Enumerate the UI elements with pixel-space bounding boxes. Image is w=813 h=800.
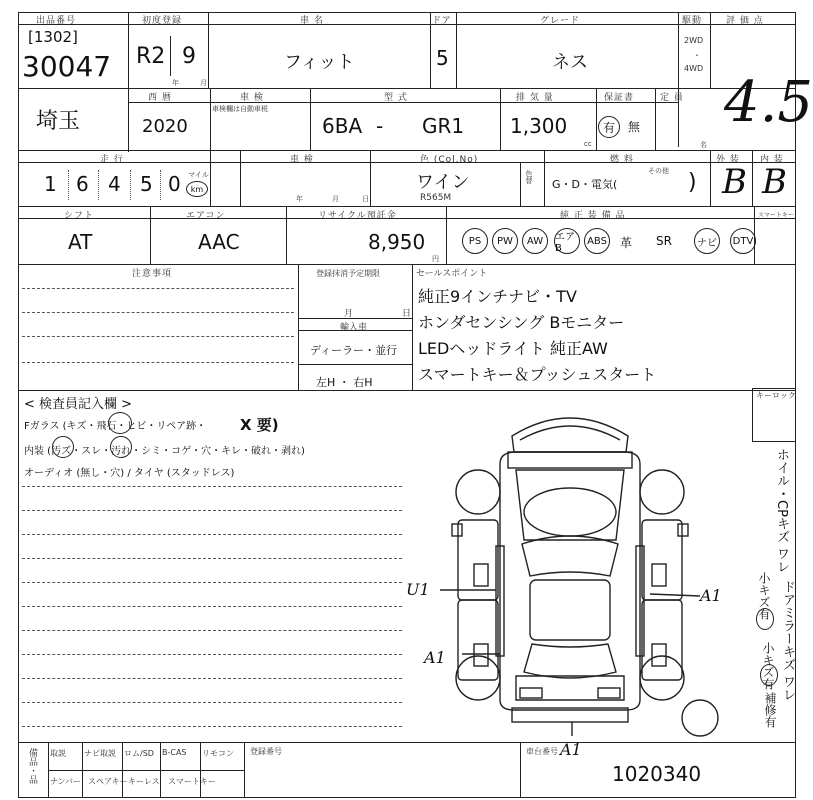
capacity-unit: 名: [700, 141, 707, 149]
car-damage-diagram: [400, 400, 740, 740]
mileage-digit-3: 4: [108, 172, 121, 196]
chassis-label: 車台番号: [526, 747, 558, 756]
color-label: 色 (Col.No): [420, 155, 479, 165]
western-year-label: 西 暦: [148, 93, 172, 103]
displacement-unit: cc: [584, 140, 592, 148]
chip-circle-mark: [108, 412, 132, 434]
small-damage-1: 小キズ有: [757, 572, 771, 620]
score-value: 4.5: [724, 70, 813, 135]
year-unit: 年: [172, 79, 179, 87]
chassis-number: 1020340: [612, 762, 702, 786]
sales-point-2: ホンダセンシング Bモニター: [418, 313, 625, 332]
equipment-item: ABS: [584, 228, 610, 254]
footer-item-bottom: スペアキー: [88, 777, 128, 786]
grade-label: グレード: [540, 16, 581, 26]
small-damage-2: 小キズ有: [761, 642, 775, 690]
footer-item-top: B-CAS: [162, 748, 187, 757]
inspector-line-1: Fガラス (キズ・飛石・ヒビ・リペア跡・: [24, 421, 207, 432]
recycle-value: 8,950: [368, 230, 426, 254]
mark-a1-left: A1: [424, 648, 446, 667]
sales-point-1: 純正9インチナビ・TV: [418, 287, 577, 306]
km-unit: km: [186, 181, 208, 197]
footer-item-bottom: ナンバー: [50, 777, 82, 786]
recycle-unit: 円: [432, 255, 439, 263]
first-reg-month: 9: [182, 44, 196, 69]
sales-point-4: スマートキー＆プッシュスタート: [418, 365, 657, 384]
region: 埼玉: [36, 109, 81, 134]
footer-item-top: 取説: [50, 749, 66, 758]
mileage-digit-5: 0: [168, 172, 181, 196]
exterior-label: 外 装: [716, 155, 740, 165]
mark-a1-right: A1: [700, 586, 722, 605]
car-name: フィット: [284, 52, 355, 73]
fuel-other: その他: [648, 167, 669, 175]
first-reg-label: 初度登録: [142, 16, 183, 26]
interior-circle-mark-2: [110, 436, 132, 458]
insp-month: 月: [332, 195, 339, 203]
lot-number: 30047: [22, 50, 112, 83]
shift-value: AT: [68, 230, 93, 254]
western-year: 2020: [142, 116, 188, 137]
warranty-label: 保証書: [604, 93, 635, 103]
capacity-label: 定 員: [660, 93, 684, 103]
displacement-value: 1,300: [510, 114, 568, 138]
aircon-value: AAC: [198, 230, 240, 254]
inspection-label: 車 検: [240, 93, 264, 103]
mile-unit: マイル: [188, 171, 209, 179]
sales-point-3: LEDヘッドライト 純正AW: [418, 339, 608, 358]
small-damage-circle-2: [760, 664, 778, 686]
equipment-item: エアB: [554, 228, 580, 254]
interior-grade: B: [762, 162, 787, 202]
handle-label: 左H ・ 右H: [316, 376, 373, 389]
warranty-yes: 有: [598, 116, 620, 138]
reg-month: 月: [344, 309, 354, 319]
model-prefix: 6BA: [322, 114, 363, 138]
mirror-damage-label: ドアミラーキズ ワレ: [780, 580, 795, 702]
caution-label: 注意事項: [132, 269, 173, 279]
first-reg-era-year: R2: [136, 44, 166, 69]
equipment-item: 革: [620, 236, 633, 250]
repair-label: 補修有: [763, 692, 777, 728]
import-label: 輸入車: [340, 323, 368, 333]
shift-label: シフト: [64, 211, 95, 221]
equipment-item: SR: [656, 234, 672, 248]
aircon-label: エアコン: [186, 211, 226, 221]
model-code: GR1: [422, 114, 465, 138]
registration-label: 登録抹消予定期限: [316, 269, 380, 278]
color-code: R565M: [420, 193, 452, 203]
footer-item-top: ロム/SD: [124, 749, 154, 758]
car-name-label: 車 名: [300, 16, 324, 26]
key-lock-label: キーロック: [756, 391, 796, 400]
model-dash: -: [376, 114, 384, 138]
lot-code: [1302]: [28, 28, 78, 46]
fuel-close: ): [688, 170, 697, 195]
inspector-line-2: 内装 (汚ズ・スレ・汚れ・シミ・コゲ・穴・キレ・破れ・剥れ): [24, 446, 305, 457]
month-unit: 月: [200, 79, 207, 87]
drive-label: 駆動: [682, 16, 703, 26]
mileage-digit-1: 1: [44, 172, 57, 196]
displacement-label: 排 気 量: [516, 93, 554, 103]
drive-dot: ・: [693, 51, 701, 60]
recycle-label: リサイクル預託金: [318, 211, 397, 221]
doors-label: ドア: [432, 16, 452, 26]
drive-2wd: 2WD: [684, 36, 704, 45]
footer-item-bottom: スマートキー: [168, 777, 216, 786]
dealer-label: ディーラー・並行: [310, 344, 398, 357]
equipment-label: 純 正 装 備 品: [560, 211, 626, 221]
grade-value: ネス: [552, 52, 588, 73]
keyless-col-label: スマートキー: [758, 212, 794, 219]
mark-u1: U1: [406, 580, 430, 599]
equipment-item: PS: [462, 228, 488, 254]
inspector-line-3: オーディオ (無し・穴) / タイヤ (スタッドレス): [24, 468, 235, 479]
color-name: ワイン: [416, 172, 470, 193]
footer-side-label: 備品・品: [27, 748, 37, 784]
equipment-item: PW: [492, 228, 518, 254]
mileage-digit-2: 6: [76, 172, 89, 196]
warranty-no: 無: [628, 120, 641, 134]
sales-points-label: セールスポイント: [416, 269, 488, 279]
inspection-date-label: 車 検: [290, 155, 314, 165]
score-label: 評 価 点: [726, 16, 764, 26]
small-damage-circle-1: [756, 608, 774, 630]
inspector-title: < 検査員記入欄 >: [24, 397, 133, 412]
equipment-item: AW: [522, 228, 548, 254]
insp-day: 日: [362, 195, 369, 203]
interior-label: 内 装: [760, 155, 784, 165]
footer-item-top: リモコン: [202, 749, 234, 758]
equipment-item: ナビ: [694, 228, 720, 254]
inspector-line-1-mark: X 要): [240, 416, 279, 434]
color-change-label: 色替: [525, 170, 533, 184]
doors-value: 5: [436, 46, 449, 70]
reg-no-label: 登録番号: [250, 747, 282, 756]
model-label: 型 式: [384, 93, 408, 103]
mileage-digit-4: 5: [140, 172, 153, 196]
insp-year: 年: [296, 195, 303, 203]
fuel-options: G・D・電気(: [552, 178, 618, 191]
inspection-note: 車検欄は自動車税: [212, 105, 268, 113]
exterior-grade: B: [722, 162, 747, 202]
reg-day: 日: [402, 309, 412, 319]
entry-no-label: 出品番号: [36, 16, 77, 26]
wheel-damage-label: ホイル・CPキズ ワレ: [774, 448, 789, 574]
mileage-label: 走 行: [100, 155, 124, 165]
fuel-label: 燃 料: [610, 155, 634, 165]
interior-circle-mark-1: [52, 436, 74, 458]
footer-item-top: ナビ取説: [84, 749, 116, 758]
mark-a1-bottom: A1: [560, 740, 582, 759]
drive-4wd: 4WD: [684, 64, 704, 73]
footer-item-bottom: キーレス: [128, 777, 160, 786]
equipment-item: DTV: [730, 228, 756, 254]
